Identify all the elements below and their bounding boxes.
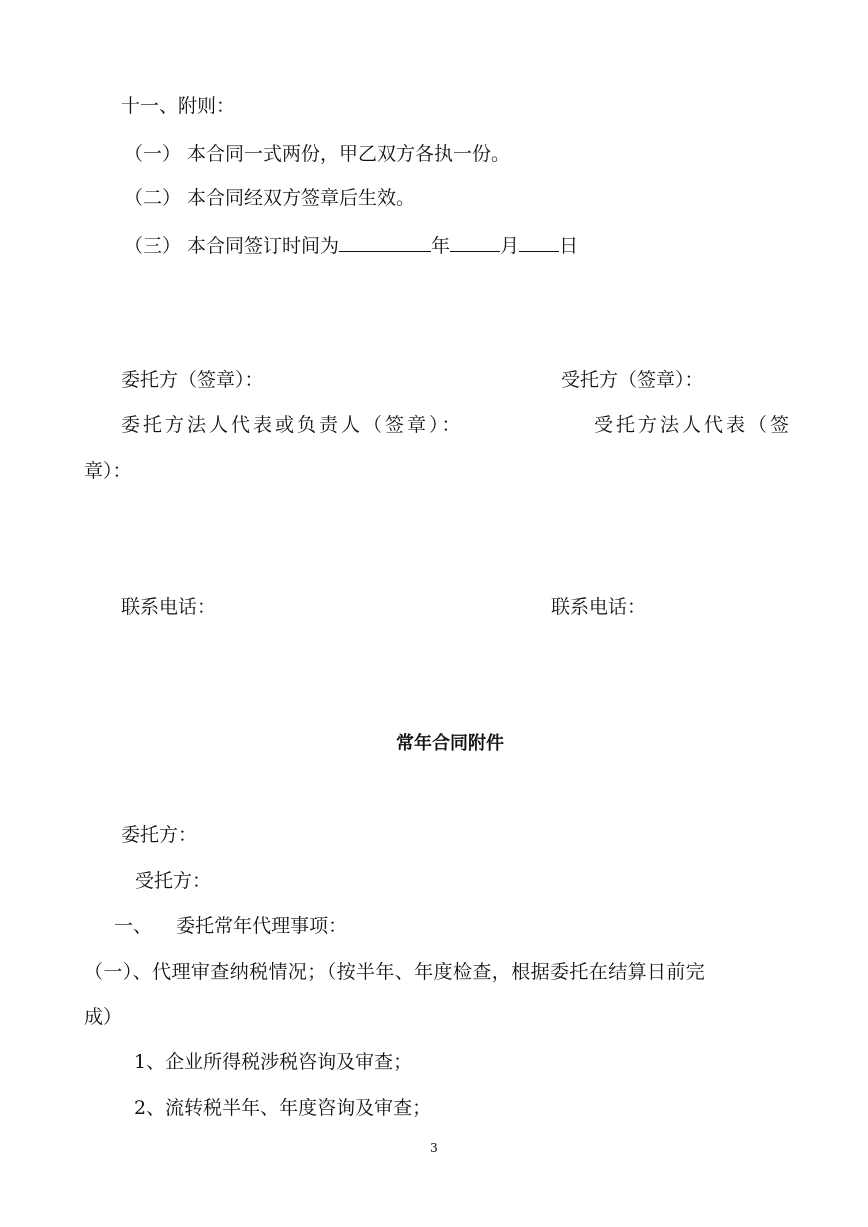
- attachment-section1: 一、 委托常年代理事项：: [114, 915, 348, 937]
- section11-item3: [124, 231, 578, 258]
- agent-phone-label: 联系电话：: [551, 596, 647, 618]
- section11-heading: 十一、附则：: [121, 95, 236, 117]
- attachment-item2: 2、流转税半年、年度咨询及审查；: [134, 1097, 432, 1119]
- attachment-title: 常年合同附件: [396, 733, 504, 754]
- month-blank: [450, 231, 500, 252]
- agent-rep-label: 受托方法人代表（签: [594, 414, 793, 436]
- client-rep-label: 委托方法人代表或负责人（签章）：: [121, 414, 464, 436]
- attachment-sub1: （一）、代理审查纳税情况；（按半年、年度检查，根据委托在结算日前完: [84, 961, 706, 983]
- section11-item1: （一） 本合同一式两份，甲乙双方各执一份。: [124, 143, 511, 165]
- day-blank: [519, 231, 559, 252]
- client-phone-label: 联系电话：: [121, 596, 217, 618]
- agent-seal-label: 受托方（签章）：: [561, 369, 704, 391]
- attachment-item1: 1、企业所得税涉税咨询及审查；: [134, 1051, 413, 1073]
- section11-item2: （二） 本合同经双方签章后生效。: [124, 187, 416, 209]
- client-seal-label: 委托方（签章）：: [121, 369, 264, 391]
- item3-year: 年: [431, 235, 451, 257]
- attachment-client: 委托方：: [121, 824, 198, 846]
- attachment-sub1-cont: 成）: [84, 1006, 123, 1028]
- item3-day: 日: [559, 235, 579, 257]
- agent-rep-label-cont: 章）：: [84, 460, 132, 482]
- item3-month: 月: [500, 235, 520, 257]
- item3-prefix: （三） 本合同签订时间为: [124, 235, 340, 257]
- page-number: 3: [430, 1141, 438, 1155]
- attachment-agent: 受托方：: [135, 870, 212, 892]
- year-blank: [339, 231, 431, 252]
